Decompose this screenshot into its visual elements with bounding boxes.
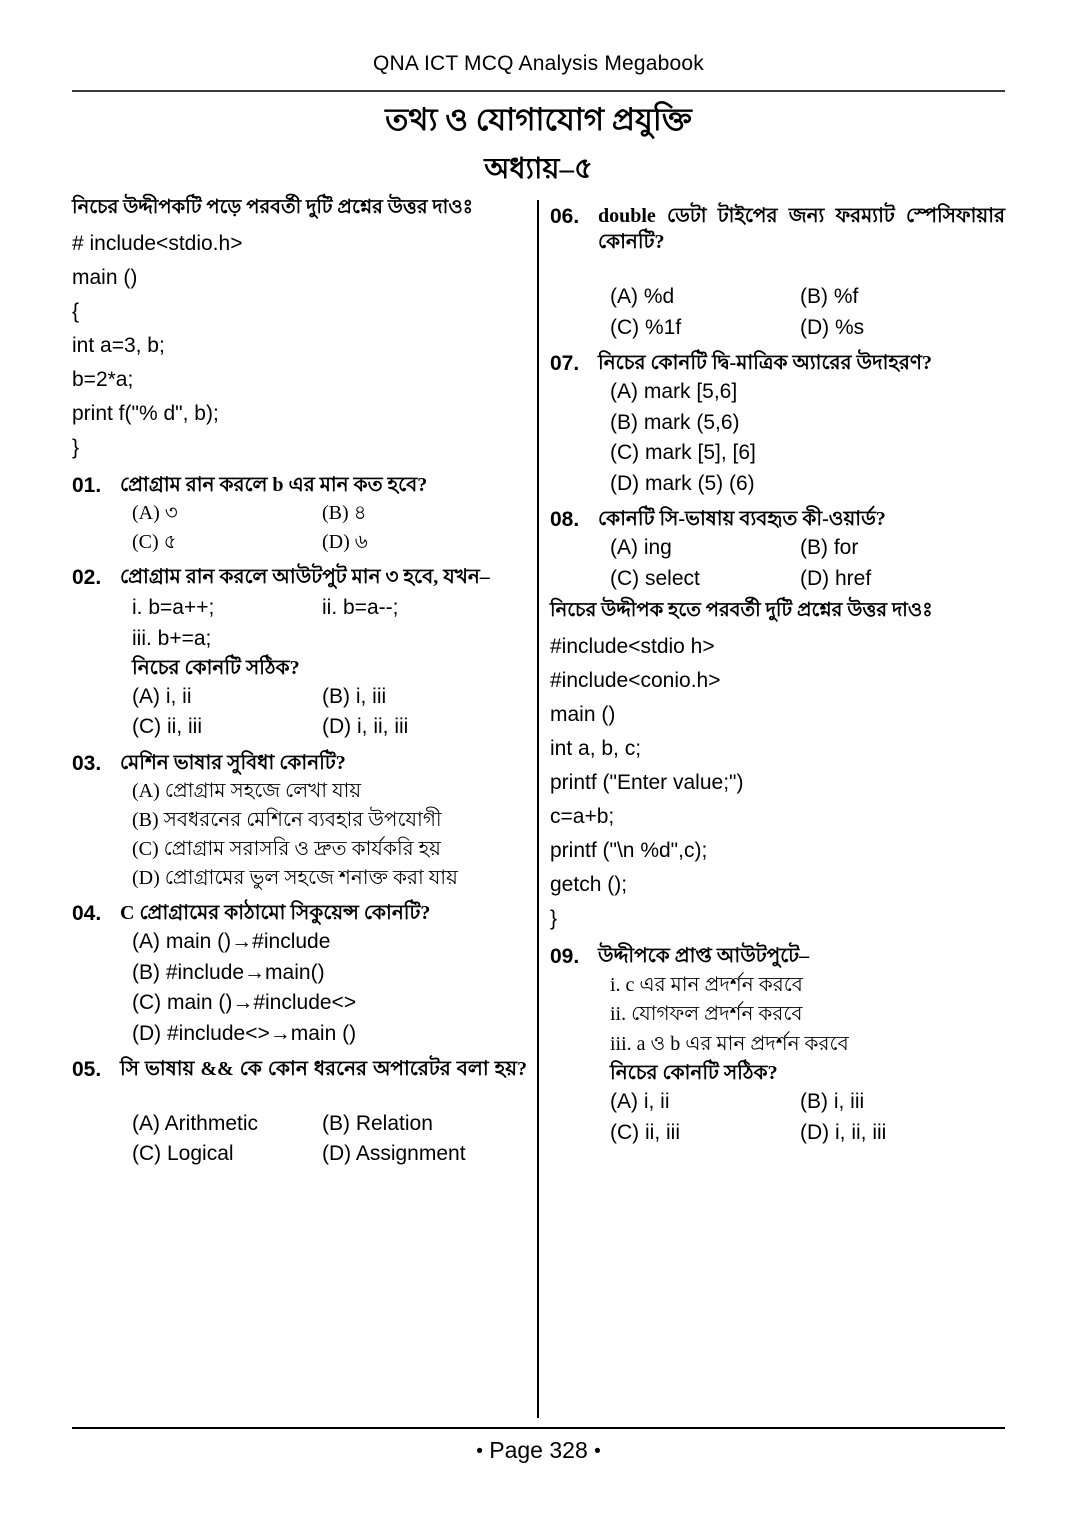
option-row	[610, 282, 1005, 312]
option-d[interactable]: (D) #include<>→main ()	[132, 1021, 357, 1045]
footer-bullet-right-icon: •	[594, 1440, 601, 1462]
question-09-options	[610, 1087, 1005, 1148]
option-d[interactable]: (D) ৬	[322, 531, 368, 554]
option-a[interactable]: (A) ৩	[132, 502, 178, 525]
code-line: c=a+b;	[550, 805, 615, 829]
option-a[interactable]: (A) ing	[610, 536, 672, 560]
option-b[interactable]: (B) for	[800, 536, 859, 560]
code-line: int a, b, c;	[550, 737, 642, 761]
question-text: প্রোগ্রাম রান করলে আউটপুট মান ৩ হবে, যখন–	[120, 566, 490, 589]
statement-i: i. b=a++;	[132, 595, 215, 619]
stimulus-2-code	[550, 630, 1005, 936]
option-a[interactable]: (A) i, ii	[610, 1090, 670, 1114]
statement-row	[132, 623, 527, 654]
question-01	[72, 472, 527, 499]
option-row	[132, 958, 527, 988]
code-line: main ()	[550, 703, 616, 727]
question-03-options	[132, 777, 527, 893]
option-row	[610, 313, 1005, 343]
option-row	[610, 408, 1005, 438]
page-number: Page 328	[489, 1437, 588, 1463]
option-row	[610, 1118, 1005, 1148]
option-row	[132, 1139, 527, 1169]
option-b[interactable]: (B) i, iii	[800, 1090, 865, 1114]
option-b[interactable]: (B) ৪	[322, 502, 367, 525]
two-column-body	[72, 196, 1005, 1424]
statement-row	[610, 971, 1005, 1001]
option-row	[132, 528, 527, 557]
option-d[interactable]: (D) mark (5) (6)	[610, 471, 755, 495]
header-divider-rule	[72, 90, 1005, 92]
question-09	[550, 943, 1005, 970]
question-01-options	[132, 499, 527, 557]
code-line: main ()	[72, 265, 138, 289]
footer-bullet-left-icon: •	[476, 1440, 483, 1462]
statement-row	[610, 1000, 1005, 1030]
statement-iii: iii. b+=a;	[132, 626, 212, 650]
question-09-sub-ask: নিচের কোনটি সঠিক?	[610, 1062, 778, 1085]
question-05-options	[132, 1109, 527, 1170]
option-b[interactable]: (B) Relation	[322, 1111, 433, 1135]
page-title: তথ্য ও যোগাযোগ প্রযুক্তি	[385, 102, 692, 137]
option-b[interactable]: (B) i, iii	[322, 684, 387, 708]
question-02-statements	[132, 592, 527, 654]
option-a[interactable]: (A) প্রোগ্রাম সহজে লেখা যায়	[132, 779, 362, 802]
option-row	[610, 533, 1005, 563]
chapter-title: অধ্যায়–৫	[484, 153, 593, 185]
question-number: 03.	[72, 751, 102, 775]
option-d[interactable]: (D) %s	[800, 315, 865, 339]
code-line: getch ();	[550, 873, 628, 897]
statement-ii: ii. যোগফল প্রদর্শন করবে	[610, 1003, 803, 1026]
question-06	[550, 203, 1005, 282]
question-text: মেশিন ভাষার সুবিধা কোনটি?	[120, 751, 346, 774]
code-line: print f("% d", b);	[72, 402, 219, 426]
option-d[interactable]: (D) href	[800, 566, 872, 590]
option-a[interactable]: (A) %d	[610, 285, 675, 309]
question-text: প্রোগ্রাম রান করলে b এর মান কত হবে?	[120, 474, 428, 497]
option-a[interactable]: (A) mark [5,6]	[610, 380, 738, 404]
question-02-sub-ask: নিচের কোনটি সঠিক?	[132, 656, 300, 679]
option-c[interactable]: (C) %1f	[610, 315, 682, 339]
option-d[interactable]: (D) i, ii, iii	[800, 1120, 887, 1144]
question-02-options	[132, 682, 527, 743]
code-line: printf ("Enter value;")	[550, 771, 744, 795]
option-row	[132, 806, 527, 835]
option-row	[610, 1087, 1005, 1117]
stimulus-2-intro: নিচের উদ্দীপক হতে পরবর্তী দুটি প্রশ্নের উত্তর দাওঃ	[550, 600, 933, 622]
option-row	[610, 377, 1005, 407]
left-column	[72, 196, 527, 1424]
option-c[interactable]: (C) প্রোগ্রাম সরাসরি ও দ্রুত কার্যকরি হয়	[132, 837, 441, 860]
question-number: 06.	[550, 205, 580, 228]
code-line: #include<stdio h>	[550, 635, 715, 659]
question-08	[550, 506, 1005, 533]
option-row	[132, 835, 527, 864]
option-d[interactable]: (D) Assignment	[322, 1142, 466, 1166]
option-c[interactable]: (C) ii, iii	[132, 715, 202, 739]
option-c[interactable]: (C) select	[610, 566, 700, 590]
question-number: 07.	[550, 352, 580, 376]
stimulus-1-intro: নিচের উদ্দীপকটি পড়ে পরবর্তী দুটি প্রশ্নের উত্তর দাওঃ	[72, 197, 474, 218]
option-row	[610, 469, 1005, 499]
page-footer	[72, 1437, 1005, 1464]
running-header: QNA ICT MCQ Analysis Megabook	[372, 52, 705, 75]
statement-row	[132, 592, 527, 623]
code-line: b=2*a;	[72, 368, 134, 392]
option-c[interactable]: (C) main ()→#include<>	[132, 991, 357, 1015]
code-line: #include<conio.h>	[550, 669, 721, 693]
question-04	[72, 900, 527, 927]
option-b[interactable]: (B) %f	[800, 285, 859, 309]
option-a[interactable]: (A) i, ii	[132, 684, 192, 708]
question-07-options	[610, 377, 1005, 499]
option-row	[132, 682, 527, 712]
option-d[interactable]: (D) প্রোগ্রামের ভুল সহজে শনাক্ত করা যায়	[132, 866, 458, 889]
footer-divider-rule	[72, 1427, 1005, 1429]
option-d[interactable]: (D) i, ii, iii	[322, 715, 409, 739]
option-c[interactable]: (C) mark [5], [6]	[610, 441, 756, 465]
code-line: }	[72, 436, 80, 460]
option-a[interactable]: (A) Arithmetic	[132, 1111, 259, 1135]
code-line: {	[72, 299, 80, 323]
code-line: }	[550, 907, 558, 931]
question-text: double ডেটা টাইপের জন্য ফরম্যাট স্পেসিফায়ার কোনটি?	[598, 205, 1005, 254]
question-text: কোনটি সি-ভাষায় ব্যবহৃত কী-ওয়ার্ড?	[598, 508, 886, 531]
option-row	[132, 927, 527, 957]
question-number: 04.	[72, 901, 102, 925]
option-b[interactable]: (B) সবধরনের মেশিনে ব্যবহার উপযোগী	[132, 808, 442, 831]
option-c[interactable]: (C) Logical	[132, 1142, 234, 1166]
question-09-statements	[610, 971, 1005, 1060]
question-text: সি ভাষায় && কে কোন ধরনের অপারেটর বলা হয়?	[120, 1058, 527, 1081]
question-06-options	[610, 282, 1005, 343]
question-text: C প্রোগ্রামের কাঠামো সিকুয়েন্স কোনটি?	[120, 901, 431, 924]
statement-iii: iii. a ও b এর মান প্রদর্শন করবে	[610, 1032, 849, 1055]
question-05	[72, 1056, 527, 1109]
question-07	[550, 350, 1005, 377]
question-text: উদ্দীপকে প্রাপ্ত আউটপুটে–	[598, 945, 810, 968]
right-column	[550, 196, 1005, 1424]
option-b[interactable]: (B) #include→main()	[132, 960, 325, 984]
code-line: int a=3, b;	[72, 334, 165, 357]
code-line: # include<stdio.h>	[72, 231, 243, 255]
question-number: 09.	[550, 945, 580, 969]
question-08-options	[610, 533, 1005, 594]
question-04-options	[132, 927, 527, 1049]
question-number: 05.	[72, 1058, 102, 1082]
statement-ii: ii. b=a--;	[322, 595, 399, 619]
option-row	[132, 864, 527, 893]
option-b[interactable]: (B) mark (5,6)	[610, 410, 740, 434]
question-number: 02.	[72, 566, 102, 590]
question-03	[72, 750, 527, 777]
question-number: 01.	[72, 474, 102, 498]
question-number: 08.	[550, 508, 580, 532]
option-row	[610, 564, 1005, 594]
question-02	[72, 564, 527, 591]
statement-i: i. c এর মান প্রদর্শন করবে	[610, 973, 803, 996]
option-row	[132, 988, 527, 1018]
option-a[interactable]: (A) main ()→#include	[132, 930, 331, 954]
option-row	[610, 438, 1005, 468]
option-row	[132, 1109, 527, 1139]
option-row	[132, 499, 527, 528]
question-text: নিচের কোনটি দ্বি-মাত্রিক অ্যারের উদাহরণ?	[598, 352, 932, 375]
code-line: printf ("\n %d",c);	[550, 839, 708, 863]
column-divider	[537, 200, 539, 1418]
stimulus-1-code	[72, 227, 527, 465]
option-c[interactable]: (C) ৫	[132, 531, 177, 554]
option-c[interactable]: (C) ii, iii	[610, 1120, 680, 1144]
option-row	[132, 712, 527, 742]
statement-row	[610, 1030, 1005, 1060]
option-row	[132, 1019, 527, 1049]
option-row	[132, 777, 527, 806]
